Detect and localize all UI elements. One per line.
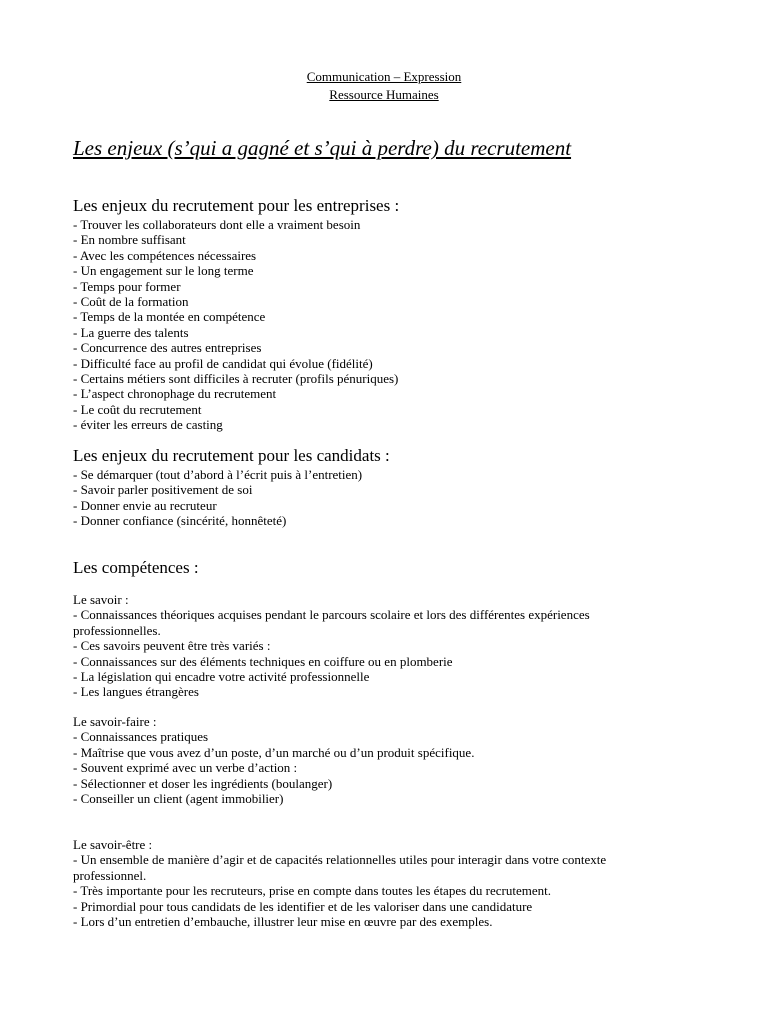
list-item: - Trouver les collaborateurs dont elle a vraiment besoin <box>73 217 361 232</box>
list-item: - Un ensemble de manière d’agir et de capacités relationnelles utiles pour interagir dans votre contexte <box>73 852 607 868</box>
header-line-1: Communication – Expression <box>306 69 462 84</box>
savoir-etre-block <box>73 837 713 929</box>
list-item: - Très importante pour les recruteurs, prise en compte dans toutes les étapes du recrutement. <box>73 883 551 899</box>
savoir-faire-label: Le savoir-faire : <box>73 714 157 729</box>
section-candidats <box>73 445 713 529</box>
header-line-2: Ressource Humaines <box>329 87 439 102</box>
section-heading: Les enjeux du recrutement pour les candidats : <box>73 446 390 465</box>
list-item: - Connaissances sur des éléments techniques en coiffure ou en plomberie <box>73 653 453 669</box>
list-item: - Certains métiers sont difficiles à recruter (profils pénuriques) <box>73 371 399 387</box>
list-item: - Maîtrise que vous avez d’un poste, d’un marché ou d’un produit spécifique. <box>73 744 475 760</box>
list-item: - Concurrence des autres entreprises <box>73 340 262 356</box>
list-item: - Savoir parler positivement de soi <box>73 482 253 498</box>
list-item: - Connaissances théoriques acquises pendant le parcours scolaire et lors des différentes expériences <box>73 607 590 623</box>
list-item: - Un engagement sur le long terme <box>73 263 254 279</box>
list-item: - Coût de la formation <box>73 294 189 310</box>
list-item: - Le coût du recrutement <box>73 401 202 417</box>
savoir-etre-label: Le savoir-être : <box>73 837 153 852</box>
list-item: - Les langues étrangères <box>73 684 199 700</box>
list-item: - Donner envie au recruteur <box>73 497 217 513</box>
section-heading: Les enjeux du recrutement pour les entreprises : <box>73 196 400 215</box>
list-item: - Souvent exprimé avec un verbe d’action : <box>73 760 298 776</box>
enjeux-candidats-list <box>73 467 713 529</box>
enjeux-entreprises-list <box>73 217 713 433</box>
list-item: - Conseiller un client (agent immobilier) <box>73 791 284 807</box>
list-item: - Sélectionner et doser les ingrédients (boulanger) <box>73 775 333 791</box>
document-title: Les enjeux (s’qui a gagné et s’qui à perdre) du recrutement <box>73 136 572 160</box>
list-item: - Temps pour former <box>73 278 181 294</box>
savoir-block <box>73 592 713 700</box>
savoir-faire-block <box>73 714 713 806</box>
list-item: - Avec les compétences nécessaires <box>73 247 257 263</box>
list-item: professionnelles. <box>73 622 161 638</box>
list-item: - Donner confiance (sincérité, honnêteté) <box>73 513 287 529</box>
savoir-faire-list <box>73 729 713 806</box>
list-item: - Ces savoirs peuvent être très variés : <box>73 638 271 654</box>
list-item: - Se démarquer (tout d’abord à l’écrit puis à l’entretien) <box>73 467 363 482</box>
section-competences <box>73 557 713 579</box>
list-item: - La législation qui encadre votre activité professionnelle <box>73 669 370 685</box>
savoir-label: Le savoir : <box>73 592 129 607</box>
section-entreprises <box>73 195 713 433</box>
savoir-etre-list <box>73 852 713 929</box>
savoir-list <box>73 607 713 699</box>
list-item: - Primordial pour tous candidats de les identifier et de les valoriser dans une candidature <box>73 898 533 914</box>
list-item: professionnel. <box>73 867 147 883</box>
list-item: - Connaissances pratiques <box>73 729 209 745</box>
list-item: - L’aspect chronophage du recrutement <box>73 386 277 402</box>
section-heading: Les compétences : <box>73 558 199 577</box>
list-item: - Lors d’un entretien d’embauche, illustrer leur mise en œuvre par des exemples. <box>73 914 493 930</box>
list-item: - En nombre suffisant <box>73 232 186 248</box>
list-item: - La guerre des talents <box>73 324 189 340</box>
list-item: - Difficulté face au profil de candidat qui évolue (fidélité) <box>73 355 373 371</box>
list-item: - éviter les erreurs de casting <box>73 417 223 433</box>
list-item: - Temps de la montée en compétence <box>73 309 266 325</box>
